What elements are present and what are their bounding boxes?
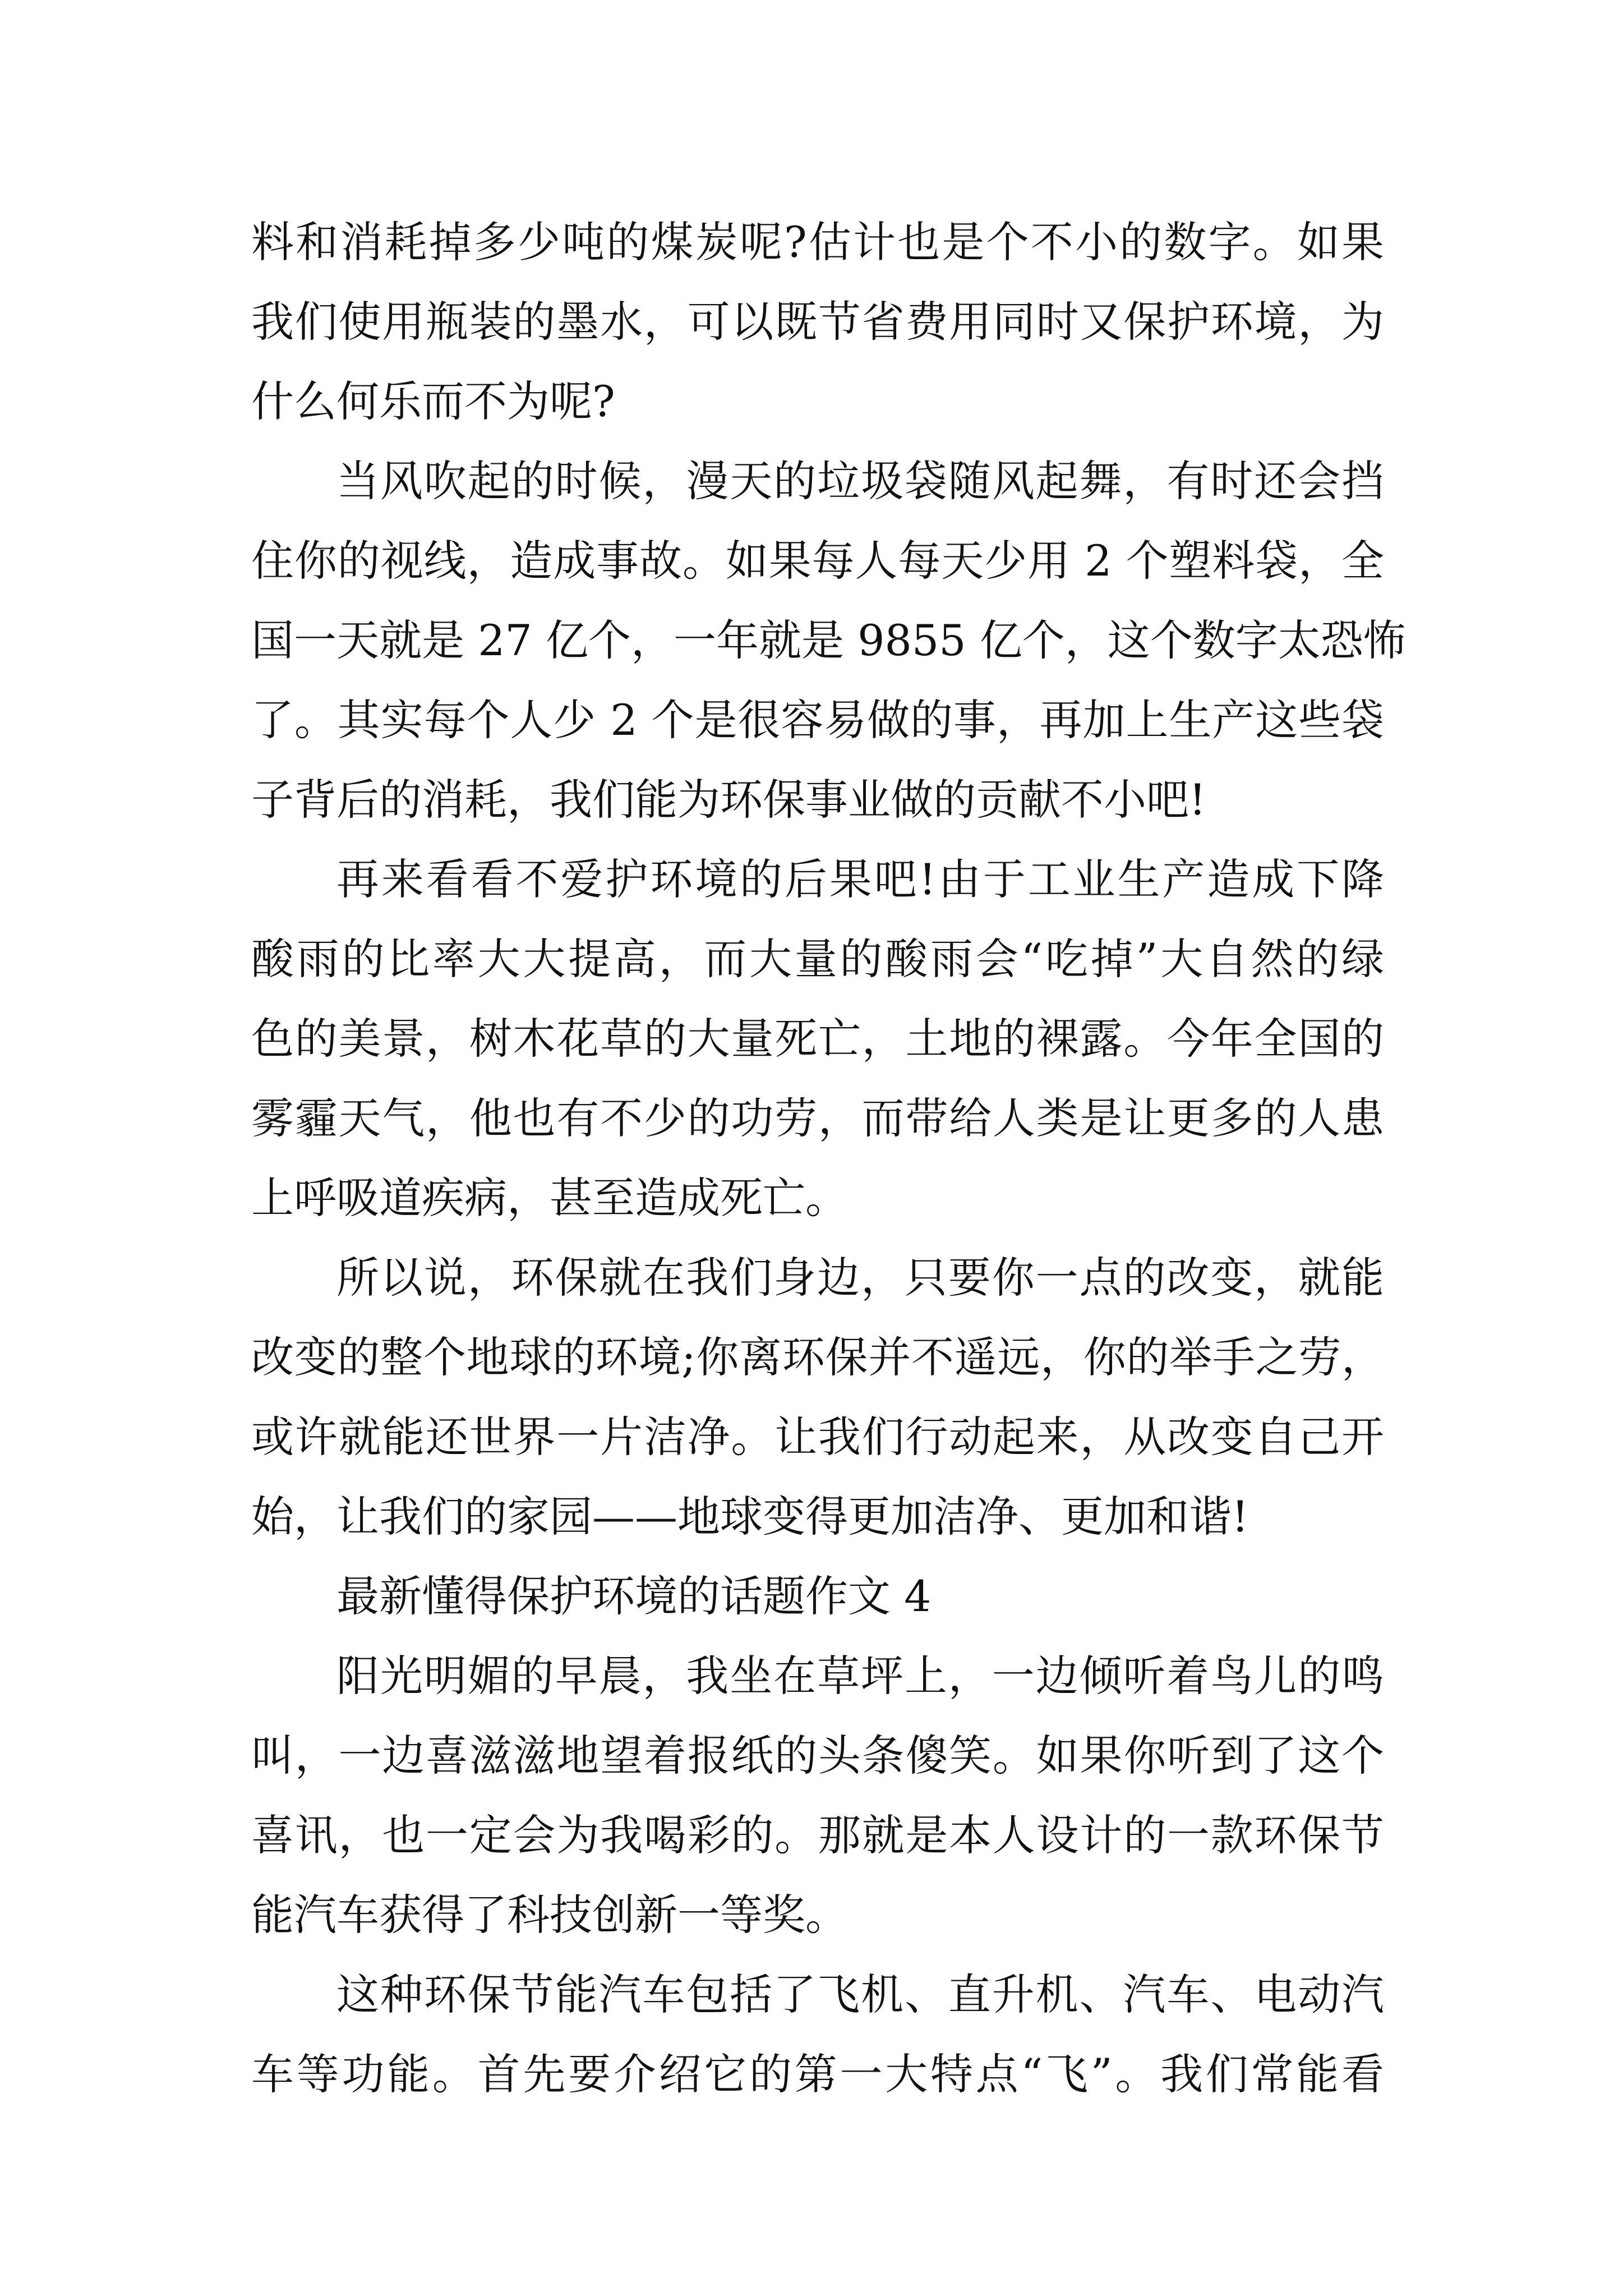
text-line: 叫，一边喜滋滋地望着报纸的头条傻笑。如果你听到了这个 [251, 1731, 1384, 1780]
paragraph-first-line: 当风吹起的时候，漫天的垃圾袋随风起舞，有时还会挡 [336, 456, 1384, 506]
paragraph-first-line: 这种环保节能汽车包括了飞机、直升机、汽车、电动汽 [336, 1970, 1384, 2019]
text-line: 雾霾天气，他也有不少的功劳，而带给人类是让更多的人患 [251, 1093, 1384, 1143]
text-line: 始，让我们的家园——地球变得更加洁净、更加和谐! [251, 1492, 1249, 1542]
text-line: 料和消耗掉多少吨的煤炭呢?估计也是个不小的数字。如果 [251, 217, 1384, 267]
paragraph-first-line: 再来看看不爱护环境的后果吧!由于工业生产造成下降 [336, 854, 1384, 904]
text-line: 我们使用瓶装的墨水，可以既节省费用同时又保护环境，为 [251, 297, 1384, 347]
text-line: 了。其实每个人少 2 个是很容易做的事，再加上生产这些袋 [251, 695, 1384, 745]
paragraph-first-line: 阳光明媚的早晨，我坐在草坪上，一边倾听着鸟儿的鸣 [336, 1651, 1384, 1701]
text-line: 子背后的消耗，我们能为环保事业做的贡献不小吧! [251, 775, 1206, 825]
text-line: 什么何乐而不为呢? [251, 376, 615, 426]
text-line: 车等功能。首先要介绍它的第一大特点“飞”。我们常能看 [251, 2049, 1384, 2099]
text-line: 改变的整个地球的环境;你离环保并不遥远，你的举手之劳， [251, 1332, 1384, 1382]
paragraph-first-line: 所以说，环保就在我们身边，只要你一点的改变，就能 [336, 1253, 1384, 1303]
text-line: 能汽车获得了科技创新一等奖。 [251, 1890, 848, 1940]
text-line: 酸雨的比率大大提高，而大量的酸雨会“吃掉”大自然的绿 [251, 934, 1384, 984]
paragraph-first-line: 最新懂得保护环境的话题作文 4 [336, 1571, 932, 1621]
text-line: 色的美景，树木花草的大量死亡，土地的裸露。今年全国的 [251, 1014, 1384, 1064]
text-line: 或许就能还世界一片洁净。让我们行动起来，从改变自己开 [251, 1412, 1384, 1462]
text-line: 国一天就是 27 亿个，一年就是 9855 亿个，这个数字太恐怖 [251, 615, 1406, 665]
text-line: 喜讯，也一定会为我喝彩的。那就是本人设计的一款环保节 [251, 1810, 1384, 1860]
text-line: 住你的视线，造成事故。如果每人每天少用 2 个塑料袋，全 [251, 536, 1384, 586]
text-line: 上呼吸道疾病，甚至造成死亡。 [251, 1173, 848, 1223]
